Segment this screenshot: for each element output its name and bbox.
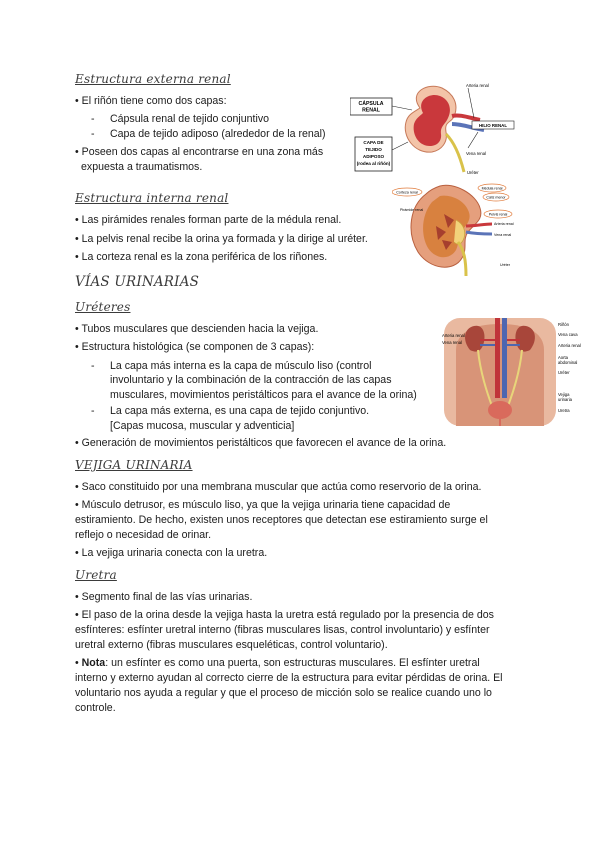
note-bullet: • xyxy=(75,657,82,669)
label-corteza-renal: Corteza renal xyxy=(396,190,418,195)
label-capa-3: ADIPOSO xyxy=(362,154,385,159)
bullet-esfinteres-1: • El paso de la orina desde la vejiga hasta la uretra está regulado por la presencia de dos xyxy=(75,609,494,621)
dash-capsula: Cápsula renal de tejido conjuntivo xyxy=(110,113,270,125)
section-heading-vejiga: VEJIGA URINARIA xyxy=(75,458,193,472)
label-arteria-renal: Arteria renal xyxy=(466,83,489,88)
kidney-internal-figure xyxy=(392,180,532,276)
label-ureter-uri: Uréter xyxy=(558,370,570,375)
bullet-detrusor-3: reflejo o necesidad de orinar. xyxy=(75,529,212,541)
label-arteria-renal-int: Arteria renal xyxy=(494,222,514,226)
label-rinon: Riñón xyxy=(558,322,569,327)
section-heading-external: Estructura externa renal xyxy=(75,72,231,86)
kidney-external-figure xyxy=(350,80,530,180)
section-heading-ureteres: Uréteres xyxy=(75,300,131,314)
dash-capa-interna-1: La capa más interna es la capa de músculo liso (control xyxy=(110,360,372,372)
bullet-trauma-line2: expuesta a traumatismos. xyxy=(81,161,203,173)
label-piramide-renal: Pirámide renal xyxy=(400,208,424,212)
label-uretra: Uretra xyxy=(558,408,570,413)
label-vejiga-2: urinaria xyxy=(558,397,572,402)
section-heading-vias-urinarias: VÍAS URINARIAS xyxy=(75,274,200,290)
bullet-two-layers: • El riñón tiene como dos capas: xyxy=(75,95,227,107)
dash-marker: - xyxy=(91,360,95,372)
bullet-detrusor-1: • Músculo detrusor, es músculo liso, ya que la vejiga urinaria tiene capacidad de xyxy=(75,499,451,511)
bullet-esfinteres-3: uretral externo (fibras musculares esqueléticas, control voluntario). xyxy=(75,639,388,651)
bullet-estructura-histologica: • Estructura histológica (se componen de 3 capas): xyxy=(75,341,315,353)
note-line-2: interno y externo ayudan al correcto cierre de la estructura para evitar pérdidas de orina. El xyxy=(75,672,503,684)
bullet-pelvis: • La pelvis renal recibe la orina ya formada y la dirige al uréter. xyxy=(75,233,368,245)
bullet-piramides: • Las pirámides renales forman parte de la médula renal. xyxy=(75,214,342,226)
label-aorta-1: Aorta xyxy=(558,355,569,360)
note-text-1: : un esfínter es como una puerta, son estructuras musculares. El esfínter uretral xyxy=(105,657,480,669)
bullet-saco: • Saco constituido por una membrana muscular que actúa como reservorio de la orina. xyxy=(75,481,482,493)
label-vena-cava: Vena cava xyxy=(558,332,578,337)
note-line-4: controle. xyxy=(75,702,116,714)
bullet-segmento-final: • Segmento final de las vías urinarias. xyxy=(75,591,253,603)
dash-capa-externa-2: [Capas mucosa, muscular y adventicia] xyxy=(110,420,295,432)
section-heading-internal: Estructura interna renal xyxy=(75,191,229,205)
label-capa-4: (rodea al riñón) xyxy=(356,161,391,166)
bullet-trauma-line1: • Poseen dos capas al encontrarse en una zona más xyxy=(75,146,324,158)
label-pelvis-renal: Pelvis renal xyxy=(488,212,508,217)
bullet-conecta-uretra: • La vejiga urinaria conecta con la uretra. xyxy=(75,547,268,559)
label-ureter: Uréter xyxy=(467,170,479,175)
label-medula-renal: Médula renal xyxy=(481,186,503,191)
dash-capa-externa-1: La capa más externa, es una capa de tejido conjuntivo. xyxy=(110,405,370,417)
dash-capa-interna-3: musculares, movimientos peristálticos para el avance de la orina) xyxy=(110,389,417,401)
bullet-tubos-musculares: • Tubos musculares que descienden hacia la vejiga. xyxy=(75,323,319,335)
bullet-corteza: • La corteza renal es la zona periférica de los riñones. xyxy=(75,251,328,263)
label-arteria-renal-right: Arteria renal xyxy=(558,343,581,348)
section-heading-uretra: Uretra xyxy=(75,568,117,582)
urinary-system-figure xyxy=(436,310,586,430)
label-vena-renal-uri: Vena renal xyxy=(442,340,463,345)
dash-marker: - xyxy=(91,128,95,140)
bullet-detrusor-2: estiramiento. De hecho, existen unos receptores que detectan ese estiramiento surge el xyxy=(75,514,488,526)
label-capsula-2: RENAL xyxy=(362,107,380,114)
dash-marker: - xyxy=(91,113,95,125)
label-vena-renal-int: Vena renal xyxy=(494,233,512,237)
note-label: Nota xyxy=(81,657,106,669)
label-arteria-renal-uri: Arteria renal xyxy=(442,333,465,338)
bullet-peristalticos: • Generación de movimientos peristálticos que favorecen el avance de la orina. xyxy=(75,437,447,449)
dash-marker: - xyxy=(91,405,95,417)
label-capa-2: TEJIDO xyxy=(365,147,382,152)
label-capsula-1: CÁPSULA xyxy=(358,101,384,107)
label-capa-1: CAPA DE xyxy=(363,140,384,145)
label-vejiga-1: Vejiga xyxy=(558,392,570,397)
dash-adiposo: Capa de tejido adiposo (alrededor de la renal) xyxy=(110,128,326,140)
note-line-3: voluntario nos ayuda a regular y que el proceso de micción solo se realice cuando uno lo xyxy=(75,687,492,699)
dash-capa-interna-2: involuntario y la combinación de la contracción de las capas xyxy=(110,374,392,386)
label-vena-renal: Vena renal xyxy=(466,151,487,156)
label-aorta-2: abdominal xyxy=(558,360,578,365)
label-caliz-menor: Cáliz menor xyxy=(486,195,506,200)
label-ureter-int: Uréter xyxy=(500,263,510,267)
note-line-1 xyxy=(75,656,480,671)
label-hilio-renal: HILIO RENAL xyxy=(478,123,508,128)
bullet-esfinteres-2: esfínteres: esfínter uretral interno (fibras musculares lisas, control involuntario) y esfínter xyxy=(75,624,490,636)
